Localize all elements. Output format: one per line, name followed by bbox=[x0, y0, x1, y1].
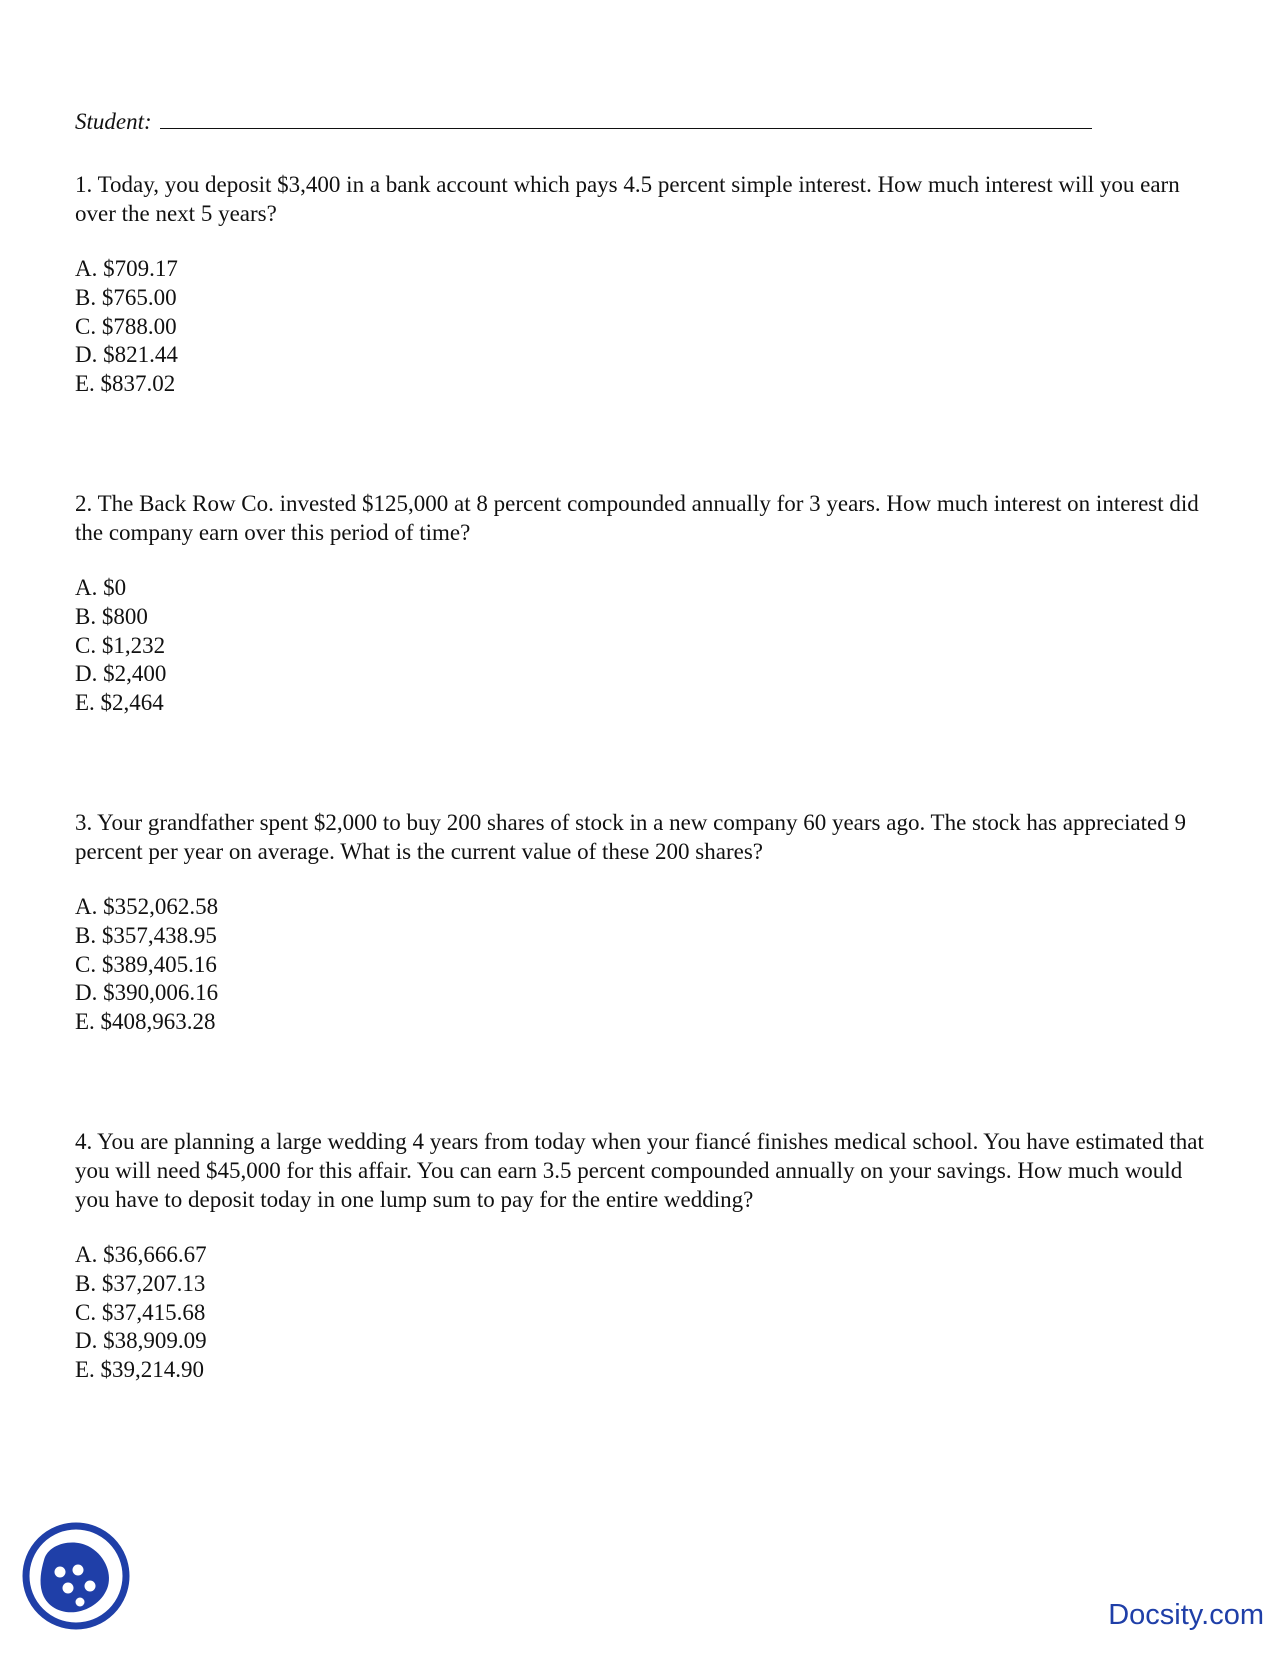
answer-options bbox=[75, 255, 1205, 399]
question-text: 1. Today, you deposit $3,400 in a bank account which pays 4.5 percent simple interest. How much interest will you earn over the next 5 years? bbox=[75, 172, 1180, 226]
answer-option-d: D. $38,909.09 bbox=[75, 1328, 207, 1354]
question-text: 4. You are planning a large wedding 4 years from today when your fiancé finishes medical school. You have estimated that you will need $45,000 for this affair. You can earn 3.5 percent compounded annually on your savings. How much would you have to deposit today in one lump sum to pay for the entire wedding? bbox=[75, 1129, 1204, 1212]
answer-option-c: C. $788.00 bbox=[75, 313, 177, 339]
answer-option-e: E. $39,214.90 bbox=[75, 1357, 205, 1383]
answer-option-c: C. $389,405.16 bbox=[75, 951, 217, 977]
answer-options bbox=[75, 574, 1205, 718]
question-1 bbox=[75, 170, 1205, 399]
docsity-brand-link[interactable]: Docsity.com bbox=[1108, 1599, 1264, 1631]
question-2 bbox=[75, 489, 1205, 718]
question-4 bbox=[75, 1127, 1205, 1385]
answer-option-a: A. $0 bbox=[75, 575, 127, 600]
docsity-logo-icon bbox=[20, 1520, 132, 1632]
student-label: Student: bbox=[75, 109, 152, 134]
answer-options bbox=[75, 1241, 1205, 1385]
answer-option-b: B. $800 bbox=[75, 603, 148, 629]
question-text: 3. Your grandfather spent $2,000 to buy 200 shares of stock in a new company 60 years ago. The stock has appreciated 9 percent per year on average. What is the current value of these 200 shares? bbox=[75, 810, 1186, 864]
answer-options bbox=[75, 893, 1205, 1037]
answer-option-a: A. $352,062.58 bbox=[75, 894, 219, 919]
question-text: 2. The Back Row Co. invested $125,000 at 8 percent compounded annually for 3 years. How much interest on interest did the company earn over this period of time? bbox=[75, 491, 1199, 545]
answer-option-c: C. $1,232 bbox=[75, 632, 166, 658]
answer-option-e: E. $837.02 bbox=[75, 371, 176, 397]
answer-option-d: D. $2,400 bbox=[75, 661, 167, 687]
answer-option-d: D. $390,006.16 bbox=[75, 980, 219, 1006]
answer-option-d: D. $821.44 bbox=[75, 342, 178, 368]
student-name-blank bbox=[160, 106, 1092, 129]
answer-option-b: B. $357,438.95 bbox=[75, 922, 217, 948]
answer-option-b: B. $765.00 bbox=[75, 284, 177, 310]
question-3 bbox=[75, 808, 1205, 1037]
answer-option-e: E. $408,963.28 bbox=[75, 1009, 216, 1035]
answer-option-c: C. $37,415.68 bbox=[75, 1299, 206, 1325]
answer-option-b: B. $37,207.13 bbox=[75, 1270, 206, 1296]
answer-option-e: E. $2,464 bbox=[75, 690, 164, 716]
student-name-line bbox=[75, 106, 1092, 137]
answer-option-a: A. $709.17 bbox=[75, 256, 178, 281]
answer-option-a: A. $36,666.67 bbox=[75, 1242, 207, 1267]
